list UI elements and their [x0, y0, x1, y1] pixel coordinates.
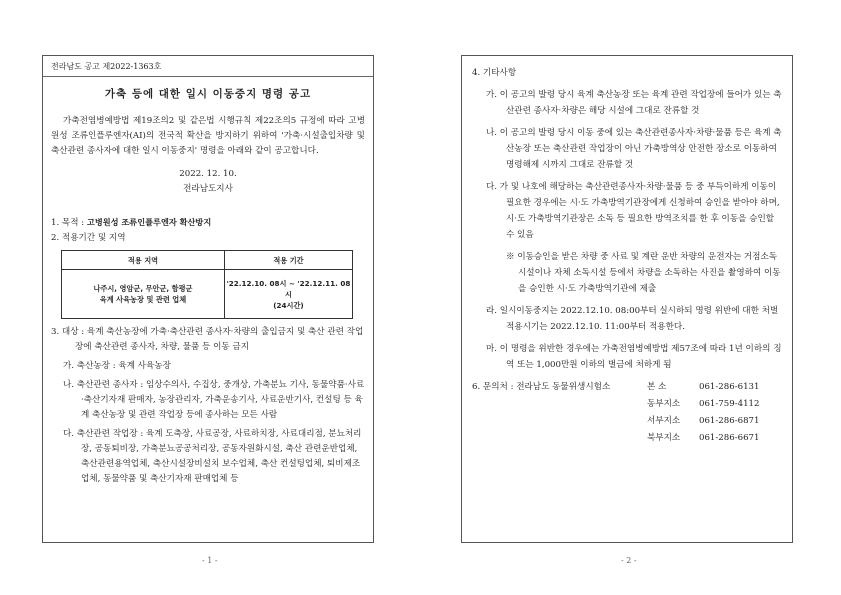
table-cell-period [224, 270, 352, 319]
contact-row [472, 430, 782, 447]
list-item: 나. 축산관련 종사자 : 임상수의사, 수집상, 중개상, 가축분뇨 기사, 동물약품·사료·축산기자재 판매자, 농장관리자, 가축운송기사, 사료운반기사, 컨설팅 등 육계 축산농장 및 관련 작업장 등에 종사하는 모든 사람 [63, 380, 365, 420]
list-item: 가. 이 공고의 발령 당시 육계 축산농장 또는 육계 관련 작업장에 들어가 있는 축산관련 종사자·차량은 해당 시설에 그대로 잔류할 것 [486, 90, 782, 116]
document-page-2 [461, 55, 793, 543]
signer: 전라남도지사 [183, 184, 233, 194]
table-header-region: 적용 지역 [62, 251, 225, 270]
region-line-2: 육계 사육농장 및 관련 업체 [99, 295, 187, 304]
table-header-row [62, 251, 353, 270]
note: ※ 이동승인을 받은 차량 중 사료 및 계란 운반 차량의 운전자는 거점소독시설이나 자체 소독시설 등에서 차량을 소독하는 사진을 촬영하여 이동을 승인한 시·도 가축방역기관에 제출 [506, 252, 781, 294]
contact-office-name: 본 소 [647, 382, 667, 392]
list-item: 다. 가 및 나호에 해당하는 축산관련종사자·차량·물품 등 중 부득이하게 이동이 필요한 경우에는 시·도 가축방역기관장에게 신청하여 승인을 받아야 하며, 시·도 가축방역기관장은 소독 등 필요한 방역조치를 한 후 이동을 승인할 수 있음 [486, 182, 780, 240]
document-page-1 [42, 55, 374, 543]
scope-label: 2. 적용기간 및 지역 [51, 233, 126, 243]
schedule-table [61, 250, 353, 319]
purpose-section [51, 215, 365, 231]
contact-row [472, 396, 782, 413]
announcement-number: 전라남도 공고 제2022-1363호 [43, 56, 373, 77]
contact-phone: 061-286-6131 [699, 382, 760, 392]
page-number: - 2 - [621, 556, 637, 565]
contact-row [472, 379, 782, 396]
contact-office-name: 북부지소 [647, 433, 681, 443]
contact-label: 6. 문의처 : 전라남도 동물위생시험소 [472, 382, 611, 392]
purpose-value: 고병원성 조류인플루엔자 확산방지 [86, 217, 212, 227]
list-item: 마. 이 명령을 위반한 경우에는 가축전염병예방법 제57조에 따라 1년 이하의 징역 또는 1,000만원 이하의 벌금에 처하게 됨 [486, 344, 782, 370]
section-title: 4. 기타사항 [472, 68, 517, 78]
period-line-2: (24시간) [273, 300, 304, 310]
table-cell-region [62, 270, 225, 319]
list-item: 라. 일시이동중지는 2022.12.10. 08:00부터 실시하되 명령 위반에 대한 처벌적용시기는 2022.12.10. 11:00부터 적용한다. [486, 306, 779, 332]
target-section: 3. 대상 : 육계 축산농장에 가축·축산관련 종사자·차량의 출입금지 및 축산 관련 작업장에 축산관련 종사자, 차량, 물품 등 이동 금지 [51, 327, 364, 352]
intro-paragraph: 가축전염병예방법 제19조의2 및 같은법 시행규칙 제22조의5 규정에 따라 고병원성 조류인플루엔자(AI)의 전국적 확산을 방지하기 위하여 '가축·시설출입차량 및 축산관련 종사자에 대한 일시 이동중지' 명령을 아래와 같이 공고합니다. [51, 116, 365, 156]
contact-phone: 061-286-6671 [699, 433, 760, 443]
contact-section [472, 379, 782, 447]
contact-phone: 061-286-6871 [699, 416, 760, 426]
list-item: 나. 이 공고의 발령 당시 이동 중에 있는 축산관련종사자·차량·물품 등은 육계 축산농장 또는 축산관련 작업장이 아닌 가축방역상 안전한 장소로 이동하여 명령해제 시까지 그대로 잔류할 것 [486, 128, 782, 170]
contact-office-name: 서부지소 [647, 416, 681, 426]
period-line-1: '22.12.10. 08시 ~ '22.12.11. 08시 [226, 278, 351, 299]
list-item: 가. 축산농장 : 육계 사육농장 [63, 361, 171, 371]
contact-row [472, 413, 782, 430]
region-line-1: 나주시, 영암군, 무안군, 함평군 [93, 284, 193, 293]
list-item: 다. 축산관련 작업장 : 육계 도축장, 사료공장, 사료하치장, 사료대리점, 분뇨처리장, 공동퇴비장, 가축분뇨공공처리장, 공동자원화시설, 축산 관련운반업체, 축산관련용역업체, 축산시설장비설치 보수업체, 축산 컨설팅업체, 퇴비제조업체, 동물약품 및 축산기자재 판매업체 등 [63, 429, 362, 484]
page-number: - 1 - [202, 556, 218, 565]
contact-phone: 061-759-4112 [699, 399, 760, 409]
contact-office-name: 동부지소 [647, 399, 681, 409]
document-title: 가축 등에 대한 일시 이동중지 명령 공고 [104, 88, 312, 100]
purpose-label: 1. 목적 : [51, 218, 85, 228]
announcement-date: 2022. 12. 10. [179, 169, 237, 179]
table-row [62, 270, 353, 319]
table-header-period: 적용 기간 [224, 251, 352, 270]
